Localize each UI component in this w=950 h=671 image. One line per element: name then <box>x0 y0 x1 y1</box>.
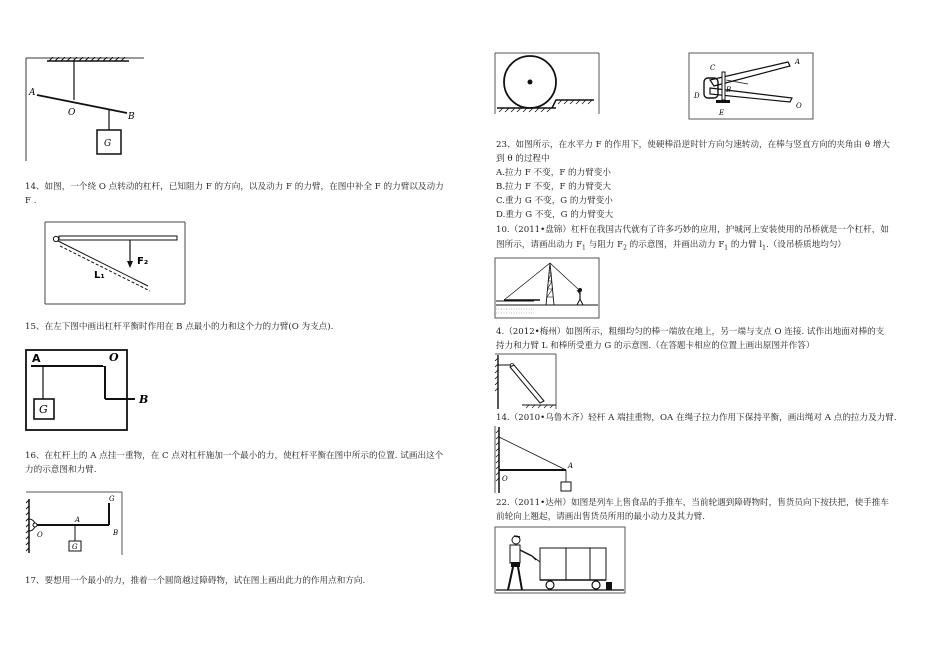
label-g: G <box>39 403 48 416</box>
question-23-option-b: B.拉力 F 不变，F 的力臂变大 <box>496 182 612 192</box>
question-14-line-2: F . <box>25 196 37 206</box>
label-o: O <box>796 102 802 110</box>
label-a: A <box>795 58 801 66</box>
label-a: A <box>75 516 81 524</box>
question-23-line-2: 到 θ 的过程中 <box>496 154 550 164</box>
question-4-line-1: 4.（2012•梅州）如图所示，粗细均匀的棒一端放在地上，另一端与支点 O 连接. 试作出地面对棒的支 <box>496 327 885 337</box>
q10-text-1: 图所示，请画出动力 F <box>496 240 583 250</box>
label-b: B <box>726 86 732 94</box>
figure-lever-f2-l1 <box>44 221 186 305</box>
label-c: C <box>710 64 716 72</box>
question-23-option-d: D.重力 G 不变，G 的力臂变大 <box>496 210 614 220</box>
figure-wall-lever <box>25 491 125 557</box>
label-f2: F₂ <box>137 256 149 267</box>
label-a: A <box>568 462 574 470</box>
question-17-line-1: 17、要想用一个最小的力，推着一个圆筒越过障碍物，试在图上画出此力的作用点和方向. <box>25 576 366 586</box>
label-e: E <box>719 109 725 117</box>
label-o: O <box>502 475 508 483</box>
question-23-line-1: 23、如图所示，在水平力 F 的作用下，使硬棒沿逆时针方向匀速转动，在棒与竖直方向的夹角由 θ 增大 <box>496 140 890 150</box>
label-g: G <box>104 139 112 149</box>
question-22-line-2: 前轮向上翘起，请画出售货员所用的最小动力及其力臂. <box>496 512 705 522</box>
figure-bent-lever <box>25 347 157 431</box>
q10-text-5: .（设吊桥质地均匀） <box>765 240 847 250</box>
question-16-line-1: 16、在杠杆上的 A 点挂一重物，在 C 点对杠杆施加一个最小的力，使杠杆平衡在图中所示的位置. 试画出这个 <box>25 451 444 461</box>
figure-drawbridge <box>494 257 600 319</box>
question-4-line-2: 持力和力臂 L 和棒所受重力 G 的示意图.（在答题卡相应的位置上画出原图并作答） <box>496 341 815 351</box>
figure-wheel-obstacle <box>494 52 600 116</box>
figure-rod-support <box>494 353 558 411</box>
question-22-line-1: 22.（2011•达州）如图是列车上售食品的手推车，当前轮遇到障碍物时，售货员向下按扶把，使手推车 <box>496 498 889 508</box>
label-a: A <box>29 88 36 98</box>
label-o: O <box>37 531 43 539</box>
q10-text-4: 的力臂 l <box>728 240 763 250</box>
label-b: B <box>113 529 119 537</box>
question-10-line-1: 10.（2011•盘锦）杠杆在我国古代就有了许多巧妙的应用，护城河上安装使用的吊桥就是一个杠杆，如 <box>496 225 889 235</box>
figure-food-cart <box>494 526 626 594</box>
question-10-line-2 <box>496 238 846 256</box>
question-14b-line-1: 14.（2010•乌鲁木齐）轻杆 A 端挂重物，OA 在绳子拉力作用下保持平衡，画出绳对 A 点的拉力及力臂. <box>496 413 897 423</box>
label-b: B <box>128 112 135 122</box>
q10-text-2: 与阻力 F <box>585 240 624 250</box>
question-16-line-2: 力的示意图和力臂. <box>25 465 97 475</box>
label-a: A <box>32 352 41 365</box>
question-15-line-1: 15、在左下图中画出杠杆平衡时作用在 B 点最小的力和这个力的力臂(O 为支点). <box>25 322 334 332</box>
label-l1: L₁ <box>94 270 105 281</box>
q10-text-3: 的示意图，并画出动力 F <box>626 240 725 250</box>
q10-sub-1: 1 <box>582 244 586 252</box>
label-d: D <box>694 92 700 100</box>
question-23-option-a: A.拉力 F 不变，F 的力臂变小 <box>496 168 611 178</box>
figure-light-rod <box>494 425 580 495</box>
q10-sub-4: 1 <box>762 244 766 252</box>
question-14-line-1: 14、如图，一个绕 O 点转动的杠杆，已知阻力 F 的方向，以及动力 F 的力臂，在图中补全 F 的力臂以及动力 <box>25 182 444 192</box>
figure-hanging-lever <box>25 57 145 165</box>
q10-sub-3: 1 <box>724 244 729 252</box>
label-o: O <box>109 351 119 364</box>
figure-tongs <box>688 52 816 122</box>
question-23-option-c: C.重力 G 不变，G 的力臂变小 <box>496 196 613 206</box>
label-c: G <box>109 495 115 503</box>
label-g: G <box>72 543 78 551</box>
label-o: O <box>68 108 76 118</box>
label-b: B <box>139 393 149 406</box>
q10-sub-2: 2 <box>623 244 627 252</box>
